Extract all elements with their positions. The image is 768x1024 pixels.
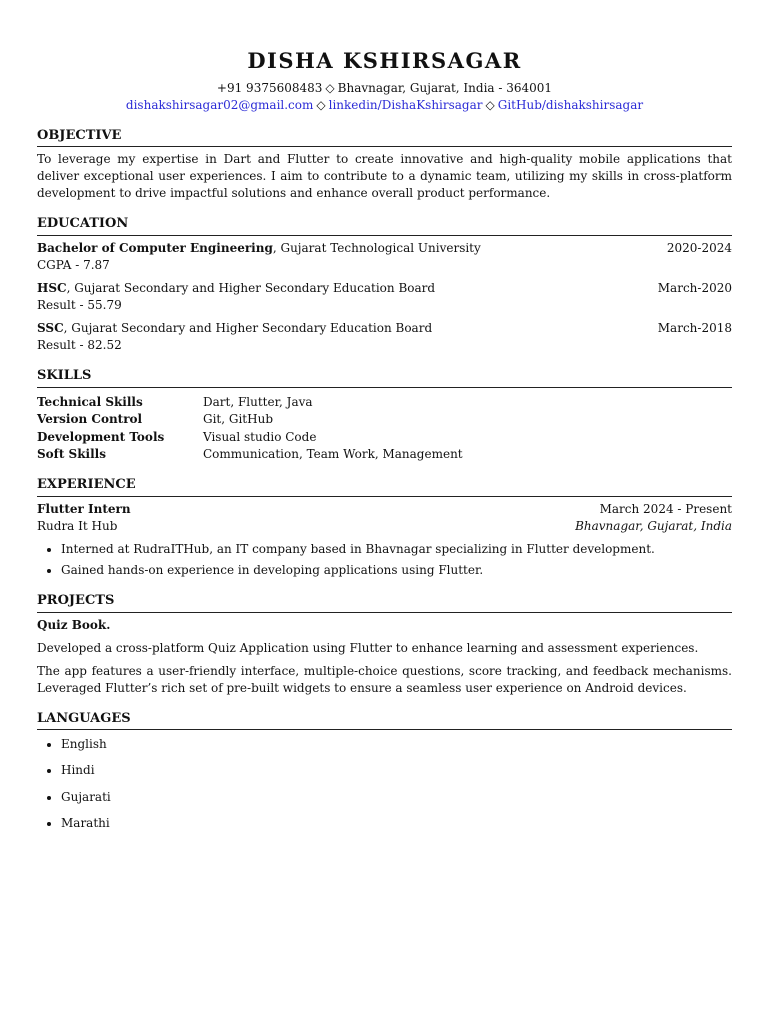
section-title: SKILLS	[37, 368, 732, 388]
skill-label: Technical Skills	[37, 394, 143, 409]
education-entry	[37, 320, 732, 354]
section-title: EDUCATION	[37, 216, 732, 236]
skill-value: Dart, Flutter, Java	[203, 394, 313, 409]
skills-table	[37, 394, 463, 464]
company: Rudra It Hub	[37, 519, 118, 534]
degree: HSC	[37, 281, 67, 296]
separator-icon: ◇	[316, 97, 326, 112]
objective-text: To leverage my expertise in Dart and Flutter to create innovative and high-quality mobile applications that deliver exceptional user experiences. I aim to contribute to a dynamic team, utilizing my skills in cross-platform development to drive impactful solutions and enhance overall product performance.	[37, 152, 732, 201]
location: Bhavnagar, Gujarat, India - 364001	[337, 81, 553, 96]
skill-value: Communication, Team Work, Management	[203, 447, 463, 462]
separator-icon: ◇	[325, 81, 335, 96]
list-item: • Interned at RudraITHub, an IT company based in Bhavnagar specializing in Flutter development.	[61, 541, 732, 558]
project-name: Quiz Book.	[37, 617, 111, 632]
list-item: • Gujarati	[61, 789, 732, 806]
skill-row	[37, 429, 463, 446]
institution: , Gujarat Technological University	[272, 241, 481, 256]
degree: SSC	[37, 321, 64, 336]
skill-value: Git, GitHub	[203, 412, 273, 427]
languages-section	[37, 711, 732, 832]
list-item: • Gained hands-on experience in developing applications using Flutter.	[61, 562, 732, 579]
job-role: Flutter Intern	[37, 502, 131, 516]
section-title: EXPERIENCE	[37, 477, 732, 497]
section-title: OBJECTIVE	[37, 128, 732, 148]
skill-label: Version Control	[37, 412, 143, 427]
result: CGPA - 7.87	[37, 258, 110, 273]
skill-row	[37, 411, 463, 428]
list-item: • Marathi	[61, 815, 732, 832]
education-entry	[37, 240, 732, 274]
job-location: Bhavnagar, Gujarat, India	[575, 519, 732, 534]
skill-value: Visual studio Code	[203, 429, 317, 444]
education-entry	[37, 280, 732, 314]
education-section	[37, 216, 732, 354]
date: 2020-2024	[666, 241, 732, 256]
objective-section	[37, 128, 732, 203]
skill-row	[37, 446, 463, 463]
skills-section	[37, 368, 732, 463]
skill-row	[37, 394, 463, 411]
project-description: The app features a user-friendly interface, multiple-choice questions, score tracking, and feedback mechanisms. Leveraged Flutter’s rich set of pre-built widgets to ensure a seamless user experience on Android devices.	[37, 663, 732, 695]
email-link[interactable]: dishakshirsagar02@gmail.com	[125, 97, 314, 112]
projects-section	[37, 593, 732, 697]
section-title: LANGUAGES	[37, 711, 732, 731]
contact-line-2	[37, 97, 732, 114]
list-item: • Hindi	[61, 762, 732, 779]
project-description: Developed a cross-platform Quiz Application using Flutter to enhance learning and assessment experiences.	[37, 640, 699, 655]
list-item: • English	[61, 736, 732, 753]
linkedin-link[interactable]: linkedin/DishaKshirsagar	[328, 97, 483, 112]
degree: Bachelor of Computer Engineering	[37, 241, 273, 256]
institution: , Gujarat Secondary and Higher Secondary Education Board	[63, 321, 433, 336]
result: Result - 55.79	[37, 298, 122, 313]
github-link[interactable]: GitHub/dishakshirsagar	[497, 97, 644, 112]
section-title: PROJECTS	[37, 593, 732, 613]
resume-page	[37, 48, 732, 841]
candidate-name: DISHA KSHIRSAGAR	[247, 48, 522, 73]
contact-line-1	[37, 80, 732, 97]
experience-bullets	[37, 541, 732, 579]
experience-section	[37, 477, 732, 579]
skill-label: Development Tools	[37, 429, 165, 444]
job-dates: March 2024 - Present	[599, 502, 732, 516]
institution: , Gujarat Secondary and Higher Secondary Education Board	[66, 281, 436, 296]
date: March-2020	[657, 281, 732, 296]
languages-list	[37, 736, 732, 831]
separator-icon: ◇	[485, 97, 495, 112]
date: March-2018	[657, 321, 732, 336]
skill-label: Soft Skills	[37, 447, 106, 462]
result: Result - 82.52	[37, 338, 122, 353]
phone: +91 9375608483	[216, 81, 323, 96]
